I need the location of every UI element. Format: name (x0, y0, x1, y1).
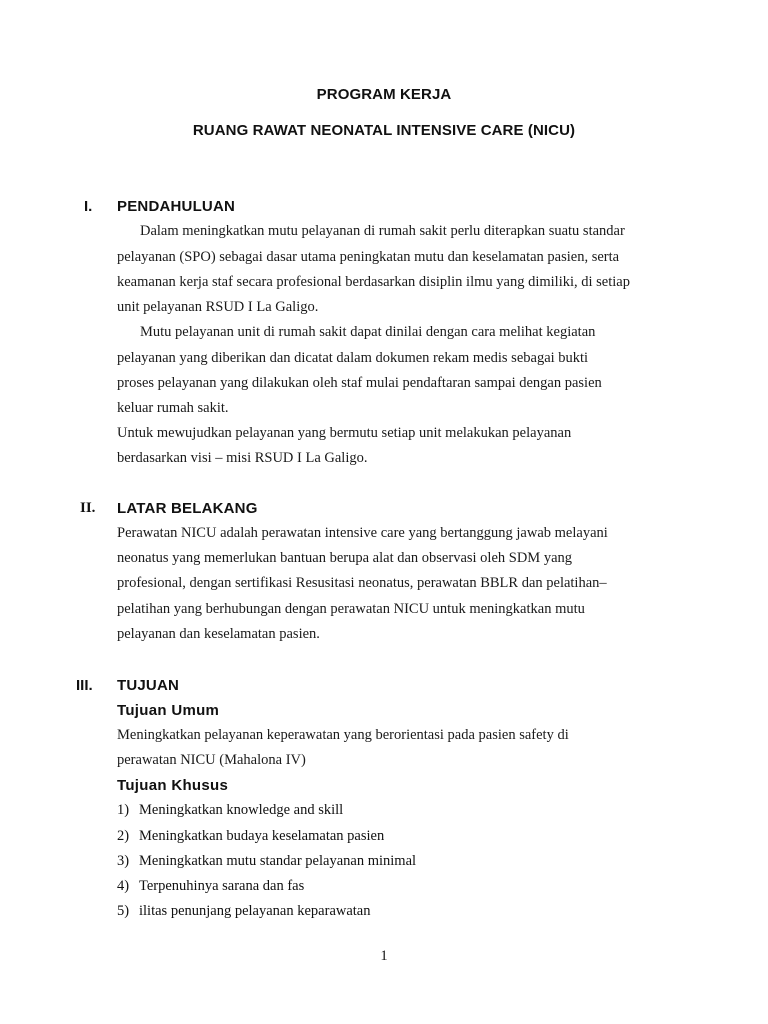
document-subtitle: RUANG RAWAT NEONATAL INTENSIVE CARE (NICU) (192, 122, 576, 139)
document-title: PROGRAM KERJA (316, 86, 452, 103)
paragraph-line: pelayanan yang diberikan dan dicatat dalam dokumen rekam medis sebagai bukti (117, 350, 589, 366)
section-heading: LATAR BELAKANG (117, 500, 258, 517)
section-heading: TUJUAN (117, 677, 180, 694)
list-item-text: ilitas penunjang pelayanan keparawatan (139, 903, 371, 919)
list-item-text: Meningkatkan budaya keselamatan pasien (139, 828, 385, 844)
list-item-text: Terpenuhinya sarana dan fas (139, 878, 305, 894)
paragraph-line: pelayanan dan keselamatan pasien. (117, 626, 320, 642)
subsection-heading-umum: Tujuan Umum (117, 702, 220, 719)
paragraph-line: Dalam meningkatkan mutu pelayanan di rumah sakit perlu diterapkan suatu standar (140, 223, 625, 239)
paragraph-line: pelayanan (SPO) sebagai dasar utama peningkatan mutu dan keselamatan pasien, serta (117, 249, 620, 265)
list-item-number: 1) (117, 802, 130, 818)
paragraph-line: keamanan kerja staf secara profesional berdasarkan disiplin ilmu yang dimiliki, di setiap (117, 274, 630, 290)
section-number: III. (76, 677, 93, 694)
paragraph-line: neonatus yang memerlukan bantuan berupa alat dan observasi oleh SDM yang (117, 550, 573, 566)
paragraph-line: Mutu pelayanan unit di rumah sakit dapat dinilai dengan cara melihat kegiatan (140, 324, 596, 340)
paragraph-line: keluar rumah sakit. (117, 400, 229, 416)
paragraph-line: profesional, dengan sertifikasi Resusitasi neonatus, perawatan BBLR dan pelatihan– (117, 575, 607, 591)
section-heading: PENDAHULUAN (117, 198, 236, 215)
paragraph-line: unit pelayanan RSUD I La Galigo. (117, 299, 319, 315)
list-item-number: 4) (117, 878, 130, 894)
paragraph-line: proses pelayanan yang dilakukan oleh staf mulai pendaftaran sampai dengan pasien (117, 375, 602, 391)
list-item-number: 5) (117, 903, 130, 919)
paragraph-line: perawatan NICU (Mahalona IV) (117, 752, 306, 768)
list-item-number: 3) (117, 853, 130, 869)
list-item-text: Meningkatkan mutu standar pelayanan minimal (139, 853, 417, 869)
paragraph-line: berdasarkan visi – misi RSUD I La Galigo. (117, 450, 368, 466)
section-number: II. (80, 500, 96, 516)
paragraph-line: Meningkatkan pelayanan keperawatan yang berorientasi pada pasien safety di (117, 727, 569, 743)
list-item-number: 2) (117, 828, 130, 844)
section-number: I. (84, 198, 93, 215)
page-number: 1 (380, 948, 388, 964)
paragraph-line: pelatihan yang berhubungan dengan perawatan NICU untuk meningkatkan mutu (117, 601, 585, 617)
paragraph-line: Untuk mewujudkan pelayanan yang bermutu setiap unit melakukan pelayanan (117, 425, 572, 441)
subsection-heading-khusus: Tujuan Khusus (117, 777, 229, 794)
list-item-text: Meningkatkan knowledge and skill (139, 802, 344, 818)
paragraph-line: Perawatan NICU adalah perawatan intensive care yang bertanggung jawab melayani (117, 525, 608, 541)
